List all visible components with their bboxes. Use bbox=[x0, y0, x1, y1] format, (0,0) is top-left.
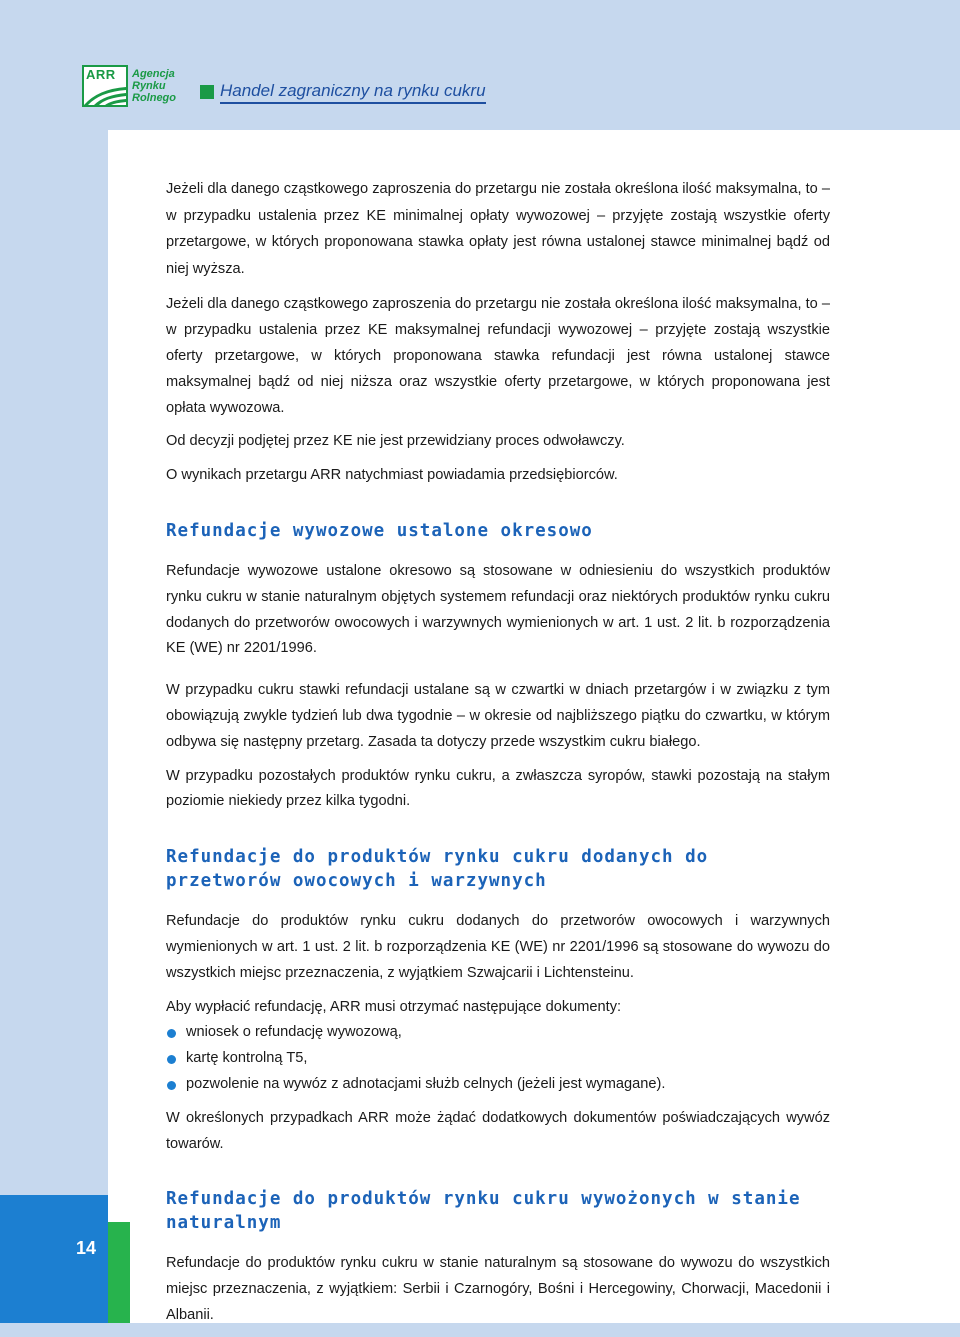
list-item bbox=[166, 1046, 830, 1072]
section-heading: Refundacje do produktów rynku cukru wywożonych w stanie naturalnym bbox=[166, 1189, 801, 1234]
header-square-icon bbox=[200, 85, 214, 99]
logo-line: Rolnego bbox=[132, 92, 176, 104]
paragraph: Aby wypłacić refundację, ARR musi otrzymać następujące dokumenty: bbox=[166, 998, 622, 1015]
paragraph: Refundacje do produktów rynku cukru dodanych do przetworów owocowych i warzywnych wymienionych w art. 1 ust. 2 lit. b rozporządzenia KE (WE) nr 2201/1996 są stosowane do wywozu do wszystkich miejsc przeznaczenia, z wyjątkiem Szwajcarii i Lichtensteinu. bbox=[166, 913, 830, 981]
bullet-icon bbox=[167, 1055, 176, 1064]
page-number: 14 bbox=[76, 1238, 97, 1258]
paragraph: Od decyzji podjętej przez KE nie jest przewidziany proces odwoławczy. bbox=[166, 433, 625, 450]
document-list bbox=[166, 1020, 830, 1097]
paragraph: W przypadku cukru stawki refundacji ustalane są w czwartki w dniach przetargów i w związku z tym obowiązują zwykle tydzień lub dwa tygodnie – w okresie od najbliższego piątku do czwartku, w którym odbywa się następny przetarg. Zasada ta dotyczy przede wszystkim cukru białego. bbox=[166, 682, 830, 750]
paragraph: Refundacje do produktów rynku cukru w stanie naturalnym są stosowane do wywozu do wszystkich miejsc przeznaczenia, z wyjątkiem: Serbii i Czarnogóry, Bośni i Hercegowiny, Chorwacji, Macedonii i Albanii. bbox=[166, 1255, 830, 1323]
running-header-title: Handel zagraniczny na rynku cukru bbox=[220, 81, 486, 104]
bullet-icon bbox=[167, 1029, 176, 1038]
section-heading: Refundacje do produktów rynku cukru dodanych do przetworów owocowych i warzywnych bbox=[166, 847, 709, 892]
logo-text bbox=[132, 68, 176, 104]
logo-line: Agencja bbox=[132, 68, 175, 80]
arr-logo bbox=[82, 64, 190, 108]
logo-mark-text: ARR bbox=[86, 67, 116, 82]
page-number-block bbox=[0, 1195, 108, 1323]
bullet-icon bbox=[167, 1081, 176, 1090]
list-item bbox=[166, 1020, 830, 1046]
article-content bbox=[166, 176, 830, 1337]
page-number-accent bbox=[108, 1222, 130, 1323]
list-item bbox=[166, 1072, 830, 1098]
paragraph: Jeżeli dla danego cząstkowego zaproszenia do przetargu nie została określona ilość maksymalna, to – w przypadku ustalenia przez KE maksymalnej refundacji wywozowej – przyjęte zostają wszystkie oferty przetargowe, w których proponowana stawka refundacji jest równa ustalonej stawce maksymalnej bądź od niej niższa oraz wszystkie oferty przetargowe, w których proponowana jest opłata wywozowa. bbox=[166, 296, 830, 416]
logo-mark bbox=[82, 65, 128, 107]
paragraph: W określonych przypadkach ARR może żądać dodatkowych dokumentów poświadczających wywóz towarów. bbox=[166, 1109, 830, 1152]
list-item-text: wniosek o refundację wywozową, bbox=[186, 1024, 402, 1041]
field-stripes-icon bbox=[84, 81, 126, 105]
logo-line: Rynku bbox=[132, 80, 166, 92]
list-item-text: pozwolenie na wywóz z adnotacjami służb celnych (jeżeli jest wymagane). bbox=[186, 1075, 666, 1092]
paragraph: Jeżeli dla danego cząstkowego zaproszenia do przetargu nie została określona ilość maksymalna, to – w przypadku ustalenia przez KE minimalnej opłaty wywozowej – przyjęte zostają wszystkie oferty przetargowe, w których proponowana stawka opłaty jest równa ustalonej stawce minimalnej bądź od niej wyższa. bbox=[166, 181, 830, 277]
list-item-text: kartę kontrolną T5, bbox=[186, 1050, 308, 1067]
section-heading: Refundacje wywozowe ustalone okresowo bbox=[166, 520, 593, 541]
paragraph: Refundacje wywozowe ustalone okresowo są stosowane w odniesieniu do wszystkich produktów rynku cukru w stanie naturalnym objętych systemem refundacji oraz niektórych produktów rynku cukru dodanych do przetworów owocowych i warzywnych wymienionych w art. 1 ust. 2 lit. b rozporządzenia KE (WE) nr 2201/1996. bbox=[166, 562, 830, 657]
paragraph: W przypadku pozostałych produktów rynku cukru, a zwłaszcza syropów, stawki pozostają na stałym poziomie niekiedy przez kilka tygodni. bbox=[166, 767, 830, 810]
paragraph: O wynikach przetargu ARR natychmiast powiadamia przedsiębiorców. bbox=[166, 467, 618, 484]
